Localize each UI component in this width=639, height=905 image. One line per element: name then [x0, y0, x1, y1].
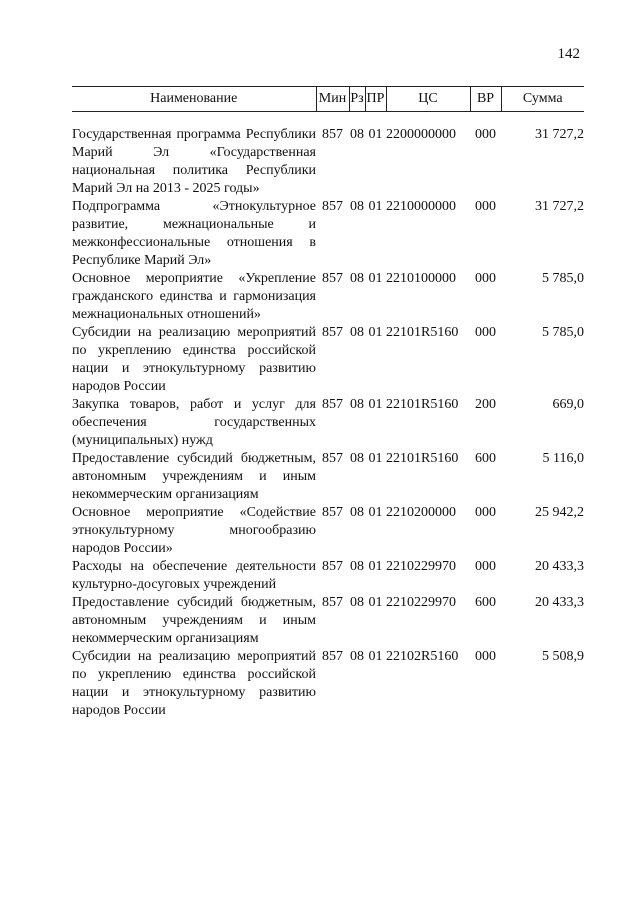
- table-row: [72, 504, 584, 558]
- cell-name: Основное мероприятие «Укрепление гражданского единства и гармонизация межнациональных отношений»: [72, 271, 316, 322]
- cell-pr: 01: [368, 127, 383, 142]
- cell-name: Закупка товаров, работ и услуг для обеспечения государственных (муниципальных) нужд: [72, 397, 316, 448]
- table-row: [72, 112, 584, 199]
- cell-pr: 01: [368, 505, 383, 520]
- cell-vr: 000: [475, 649, 496, 664]
- cell-pr: 01: [368, 271, 383, 286]
- table-row: [72, 270, 584, 324]
- cell-rz: 08: [350, 559, 364, 574]
- table-row: [72, 396, 584, 450]
- header-min: Мин: [316, 87, 349, 112]
- cell-name: Субсидии на реализацию мероприятий по укреплению единства российской нации и этнокультурному развитию народов России: [72, 325, 316, 394]
- cell-rz: 08: [350, 271, 364, 286]
- header-sum: Сумма: [501, 87, 584, 112]
- cell-pr: 01: [368, 199, 383, 214]
- header-cs: ЦС: [386, 87, 470, 112]
- cell-rz: 08: [350, 325, 364, 340]
- cell-cs: 22101R5160: [386, 451, 459, 466]
- cell-cs: 2200000000: [386, 127, 456, 142]
- table-row: [72, 648, 584, 720]
- header-pr: ПР: [365, 87, 386, 112]
- cell-vr: 000: [475, 127, 496, 142]
- cell-vr: 000: [475, 199, 496, 214]
- page-number: 142: [557, 46, 580, 62]
- cell-min: 857: [322, 325, 343, 340]
- cell-min: 857: [322, 505, 343, 520]
- cell-min: 857: [322, 559, 343, 574]
- cell-min: 857: [322, 397, 343, 412]
- table-row: [72, 450, 584, 504]
- cell-min: 857: [322, 451, 343, 466]
- cell-sum: 669,0: [552, 397, 584, 412]
- cell-vr: 000: [475, 559, 496, 574]
- cell-sum: 25 942,2: [535, 505, 584, 520]
- header-name: Наименование: [72, 87, 316, 112]
- cell-pr: 01: [368, 451, 383, 466]
- cell-cs: 22101R5160: [386, 325, 459, 340]
- cell-name: Подпрограмма «Этнокультурное развитие, межнациональные и межконфессиональные отношения в Республике Марий Эл»: [72, 199, 316, 268]
- table-row: [72, 594, 584, 648]
- cell-sum: 5 785,0: [542, 325, 584, 340]
- cell-min: 857: [322, 649, 343, 664]
- cell-sum: 5 116,0: [542, 451, 584, 466]
- cell-pr: 01: [368, 649, 383, 664]
- cell-cs: 2210000000: [386, 199, 456, 214]
- table-row: [72, 198, 584, 270]
- cell-name: Государственная программа Республики Марий Эл «Государственная национальная политика Республики Марий Эл на 2013 - 2025 годы»: [72, 127, 316, 196]
- cell-min: 857: [322, 271, 343, 286]
- cell-vr: 000: [475, 271, 496, 286]
- cell-sum: 31 727,2: [535, 199, 584, 214]
- cell-vr: 600: [475, 595, 496, 610]
- cell-name: Субсидии на реализацию мероприятий по укреплению единства российской нации и этнокультурному развитию народов России: [72, 649, 316, 718]
- cell-cs: 22102R5160: [386, 649, 459, 664]
- table-body: [72, 112, 584, 721]
- cell-sum: 5 508,9: [542, 649, 584, 664]
- cell-sum: 20 433,3: [535, 559, 584, 574]
- cell-cs: 2210100000: [386, 271, 456, 286]
- table-row: [72, 324, 584, 396]
- cell-min: 857: [322, 595, 343, 610]
- cell-rz: 08: [350, 505, 364, 520]
- table-header: [72, 87, 584, 112]
- cell-pr: 01: [368, 595, 383, 610]
- table-row: [72, 558, 584, 594]
- cell-rz: 08: [350, 127, 364, 142]
- cell-rz: 08: [350, 595, 364, 610]
- cell-sum: 20 433,3: [535, 595, 584, 610]
- header-rz: Рз: [349, 87, 365, 112]
- cell-cs: 2210229970: [386, 595, 456, 610]
- cell-vr: 000: [475, 325, 496, 340]
- cell-vr: 000: [475, 505, 496, 520]
- cell-rz: 08: [350, 649, 364, 664]
- cell-name: Предоставление субсидий бюджетным, автономным учреждениям и иным некоммерческим организациям: [72, 595, 316, 646]
- cell-min: 857: [322, 127, 343, 142]
- cell-name: Предоставление субсидий бюджетным, автономным учреждениям и иным некоммерческим организациям: [72, 451, 316, 502]
- cell-min: 857: [322, 199, 343, 214]
- cell-sum: 5 785,0: [542, 271, 584, 286]
- cell-pr: 01: [368, 397, 383, 412]
- cell-rz: 08: [350, 397, 364, 412]
- cell-rz: 08: [350, 199, 364, 214]
- cell-pr: 01: [368, 325, 383, 340]
- cell-rz: 08: [350, 451, 364, 466]
- cell-cs: 22101R5160: [386, 397, 459, 412]
- cell-vr: 200: [475, 397, 496, 412]
- cell-sum: 31 727,2: [535, 127, 584, 142]
- cell-vr: 600: [475, 451, 496, 466]
- cell-pr: 01: [368, 559, 383, 574]
- cell-name: Основное мероприятие «Содействие этнокультурному многообразию народов России»: [72, 505, 316, 556]
- cell-cs: 2210229970: [386, 559, 456, 574]
- budget-table: [72, 86, 584, 720]
- cell-name: Расходы на обеспечение деятельности культурно-досуговых учреждений: [72, 559, 316, 592]
- cell-cs: 2210200000: [386, 505, 456, 520]
- header-vr: ВР: [470, 87, 501, 112]
